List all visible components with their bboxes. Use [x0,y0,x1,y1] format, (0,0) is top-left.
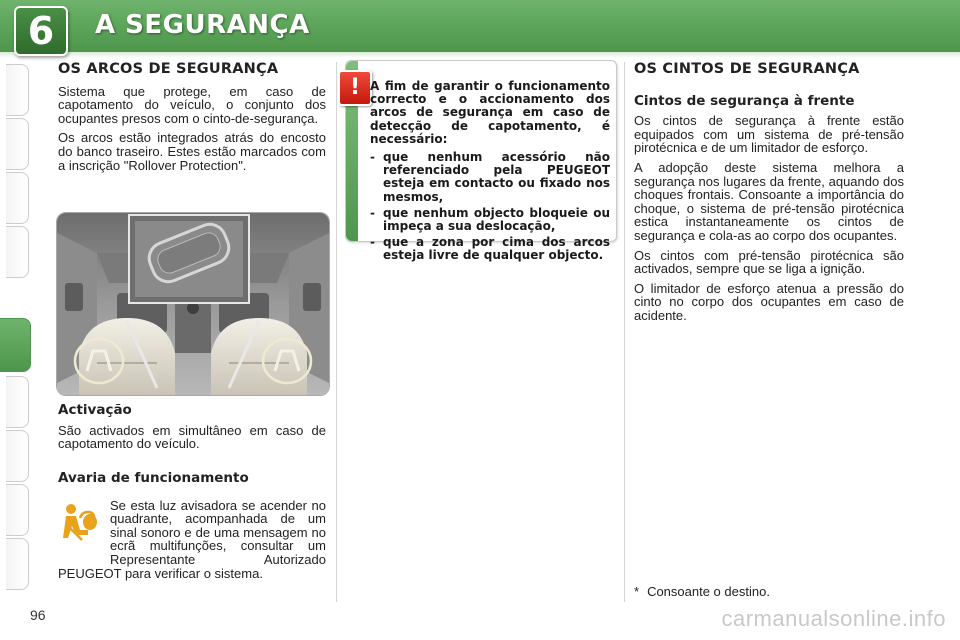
section-title-rollover: OS ARCOS DE SEGURANÇA [58,61,279,77]
chapter-number-badge: 6 [14,6,68,56]
chapter-tab-10[interactable] [6,538,29,590]
activation-section [58,404,326,457]
chapter-tab-4[interactable] [6,226,29,278]
section-title-seatbelts: OS CINTOS DE SEGURANÇA [634,61,860,77]
warning-item-1: - que nenhum acessório não referenciado pela PEUGEOT esteja em contacto ou fixado nos mesmos, [370,150,610,204]
chapter-tab-8[interactable] [6,430,29,482]
seatbelts-para-4: O limitador de esforço atenua a pressão do cinto no corpo dos ocupantes em caso de acidente. [634,280,904,323]
airbag-warning-icon [58,500,102,544]
warning-item-3: - que a zona por cima dos arcos esteja livre de qualquer objecto. [370,235,610,263]
exclamation-icon: ! [338,70,372,106]
chapter-tab-1[interactable] [6,64,29,116]
fault-text-body: Se esta luz avisadora se acender no quadrante, acompanhada de um sinal sonoro e de uma mensagem no ecrã multifunções, consultar um Representante Autorizado PEUGEOT para verificar o sistema. [58,497,326,581]
warning-item-2: - que nenhum objecto bloqueie ou impeça a sua deslocação, [370,205,610,234]
seatbelts-para-3: Os cintos com pré-tensão pirotécnica são activados, sempre que se liga a ignição. [634,247,904,277]
chapter-tab-2[interactable] [6,118,29,170]
warning-intro: A fim de garantir o funcionamento correcto e o accionamento dos arcos de segurança em caso de detecção de capotamento, é necessário: [370,79,610,146]
footnote-mark: * [634,584,640,599]
seatbelts-para-1: Os cintos de segurança à frente estão equipados com um sistema de pré-tensão pirotécnica e de um limitador de esforço. [634,113,904,156]
header-divider [0,52,960,58]
rollover-section [58,63,326,178]
activation-title: Activação [58,402,132,418]
chapter-tab-9[interactable] [6,484,29,536]
footnote-text: Consoante o destino. [647,584,770,599]
fault-title: Avaria de funcionamento [58,470,249,486]
activation-text: São activados em simultâneo em caso de capotamento do veículo. [58,422,326,452]
column-divider-left [336,62,337,602]
seatbelts-para-2: A adopção deste sistema melhora a segurança nos lugares da frente, aquando dos choques frontais. Consoante a importância do choque, o sistema de pré-tensão pirotécnica estica instantaneamente os cintos de segurança e cola-as ao corpo dos ocupantes. [634,159,904,243]
chapter-tab-6-active[interactable] [0,318,31,372]
chapter-tab-7[interactable] [6,376,29,428]
rollover-bars-illustration [56,212,330,396]
column-divider-right [624,62,625,602]
rollover-para-2: Os arcos estão integrados atrás do encosto do banco traseiro. Estes estão marcados com a inscrição "Rollover Protection". [58,130,326,173]
footnote [634,584,770,599]
front-seatbelts-title: Cintos de segurança à frente [634,92,855,109]
chapter-tab-strip [0,60,30,580]
page-number: 96 [30,607,46,623]
warning-text [370,80,610,266]
chapter-tab-3[interactable] [6,172,29,224]
seatbelts-section [634,63,904,329]
rollover-para-1: Sistema que protege, em caso de capotamento do veículo, o conjunto dos ocupantes presos com o cinto-de-segurança. [58,83,326,126]
chapter-title: A SEGURANÇA [95,10,310,40]
warning-list [370,151,610,263]
watermark: carmanualsonline.info [721,606,946,631]
